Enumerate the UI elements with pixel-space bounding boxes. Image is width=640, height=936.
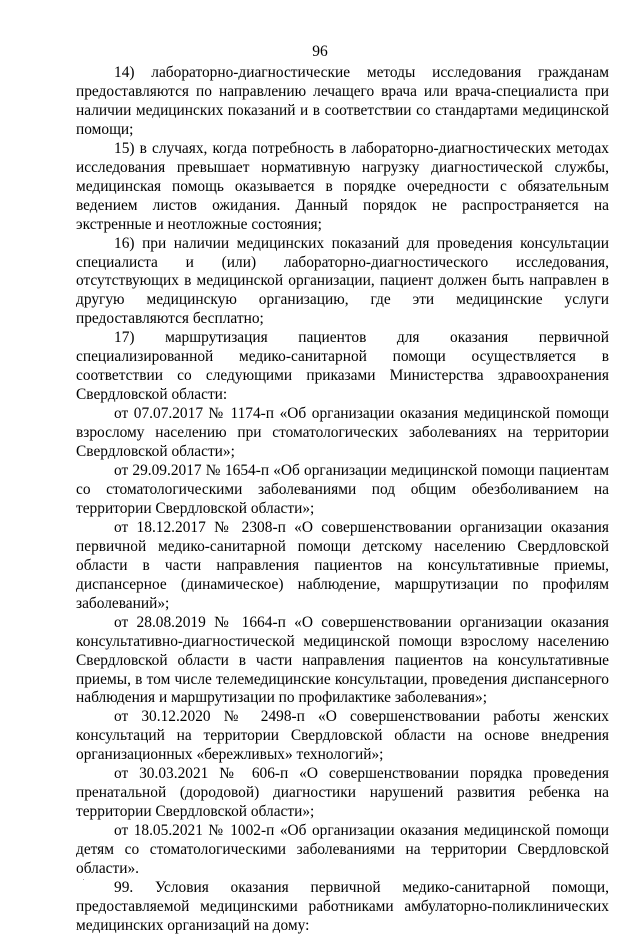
page-number: 96 — [312, 43, 328, 60]
order-reference-1664: от 28.08.2019 № 1664-п «О совершенствовании организации оказания консультативно-диагностической медицинской помощи взрослому населению Свердловской области в части направления пациентов на консультативные приемы, в том числе телемедицинские консультации, проведения диспансерного наблюдения и маршрутизации по профилактике заболевания»; — [76, 613, 609, 707]
paragraph-item-14: 14) лабораторно-диагностические методы исследования гражданам предоставляются по направлению лечащего врача или врача-специалиста при наличии медицинских показаний и в соответствии со стандартами медицинской помощи; — [76, 64, 609, 138]
paragraph-item-15: 15) в случаях, когда потребность в лабораторно-диагностических методах исследования превышает нормативную нагрузку диагностической службы, медицинская помощь оказывается в порядке очередности с обязательным ведением листов ожидания. Данный порядок не распространяется на экстренные и неотложные состояния; — [76, 139, 609, 233]
paragraph-item-16: 16) при наличии медицинских показаний для проведения консультации специалиста и (или) лабораторно-диагностического исследования, отсутствующих в медицинской организации, пациент должен быть направлен в другую медицинскую организацию, где эти медицинские услуги предоставляются бесплатно; — [76, 234, 609, 328]
order-reference-2498: от 30.12.2020 № 2498-п «О совершенствовании работы женских консультаций на территории Свердловской области на основе внедрения организационных «бережливых» технологий»; — [76, 708, 609, 764]
order-reference-2308: от 18.12.2017 № 2308-п «О совершенствовании организации оказания первичной медико-санитарной помощи детскому населению Свердловской области в части направления пациентов на консультативные приемы, диспансерное (динамическое) наблюдение, маршрутизации по профилям заболеваний»; — [76, 518, 609, 612]
order-reference-1174: от 07.07.2017 № 1174-п «Об организации оказания медицинской помощи взрослому населению при стоматологических заболеваниях на территории Свердловской области»; — [76, 405, 609, 461]
scan-artifact-dot — [83, 879, 84, 880]
section-99-heading: 99. Условия оказания первичной медико-санитарной помощи, предоставляемой медицинскими работниками амбулаторно-поликлинических медицинских организаций на дому: — [76, 878, 609, 934]
document-body — [76, 64, 609, 936]
order-reference-606: от 30.03.2021 № 606-п «О совершенствовании порядка проведения пренатальной (дородовой) диагностики нарушений развития ребенка на территории Свердловской области»; — [76, 765, 609, 821]
paragraph-item-17: 17) маршрутизация пациентов для оказания первичной специализированной медико-санитарной помощи осуществляется в соответствии со следующими приказами Министерства здравоохранения Свердловской области: — [76, 329, 609, 404]
order-reference-1002: от 18.05.2021 № 1002-п «Об организации оказания медицинской помощи детям со стоматологическими заболеваниями на территории Свердловской области». — [76, 822, 609, 878]
order-reference-1654: от 29.09.2017 № 1654-п «Об организации медицинской помощи пациентам со стоматологическими заболеваниями под общим обезболиванием на территории Свердловской области»; — [76, 462, 609, 517]
